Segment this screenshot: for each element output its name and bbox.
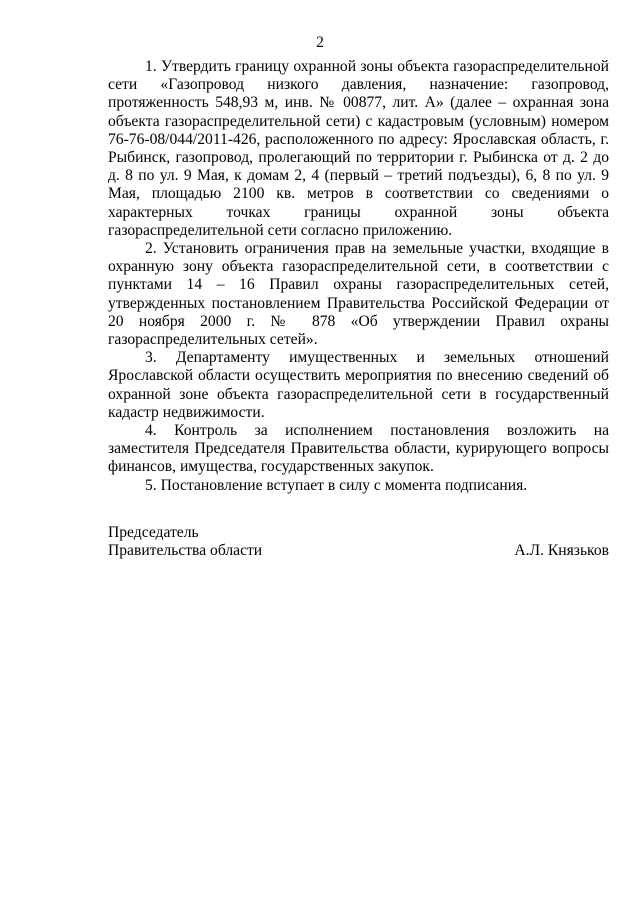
resolution-body	[108, 58, 609, 495]
item-3: 3. Департаменту имущественных и земельных отношений Ярославской области осуществить мероприятия по внесению сведений об охранной зоне объекта газораспределительной сети в государственный кадастр недвижимости.	[108, 349, 609, 421]
signer-row	[108, 542, 609, 560]
item-1-text-end: , расположенного по адресу: Ярославская область, г. Рыбинск, газопровод, пролегающий по территории г. Рыбинска от д. 2 до д. 8 по ул. 9 Мая, к домам 2, 4 (первый – третий подъезды), 6, 8 по ул. 9 Мая, площадью 2100 кв. метров в соответствии со сведениями о характерных точках границы охранной зоны объекта газораспределительной сети согласно приложению.	[108, 130, 609, 239]
item-2: 2. Установить ограничения прав на земельные участки, входящие в охранную зону объекта газораспределительной сети, в соответствии с пунктами 14 – 16 Правил охраны газораспределительных сетей, утвержденных постановлением Правительства Российской Федерации от 20 ноября 2000 г. № 878 «Об утверждении Правил охраны газораспределительных сетей».	[108, 240, 609, 349]
cadastral-number: 76-76-08/044/2011-426	[108, 130, 257, 148]
signature-block	[108, 524, 609, 560]
item-4: 4. Контроль за исполнением постановления возложить на заместителя Председателя Правительства области, курирующего вопросы финансов, имущества, государственных закупок.	[108, 422, 609, 476]
item-1	[108, 58, 609, 240]
item-5: 5. Постановление вступает в силу с момента подписания.	[145, 476, 528, 494]
item-1-text-start: 1. Утвердить границу охранной зоны объекта газораспределительной сети «Газопровод низкого давления, назначение: газопровод, протяженность 548,93 м, инв. № 00877, лит. А» (далее – охранная зона объекта газораспределительной сети) с кадастровым (условным) номером	[108, 58, 609, 130]
page-number: 2	[316, 34, 324, 51]
signer-title-line1: Председатель	[108, 524, 199, 541]
signer-title-line2: Правительства области	[108, 542, 263, 560]
signer-name: А.Л. Князьков	[514, 542, 609, 560]
